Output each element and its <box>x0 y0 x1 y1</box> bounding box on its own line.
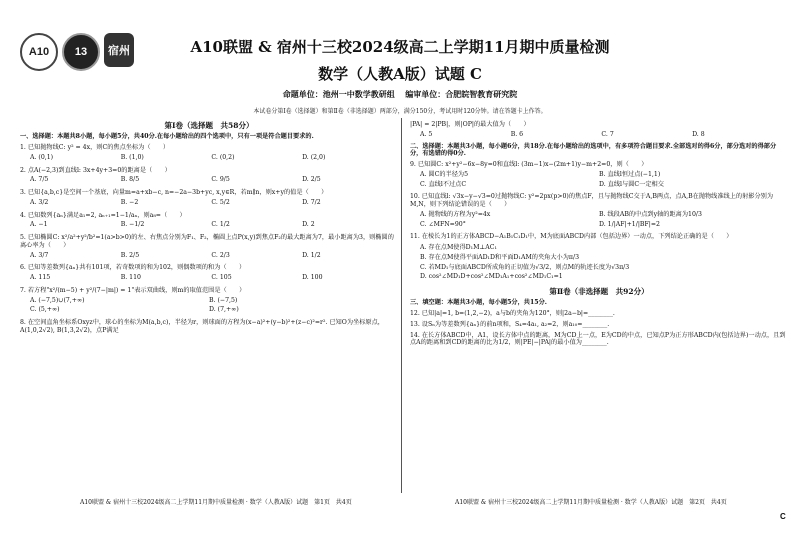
question-9: 9. 已知圆C: x²+y²−6x−8y=0和直线l: (3m−1)x−(2m+1)y−m+2=0，则（ ） <box>410 161 648 168</box>
option: B. 6 <box>510 130 524 138</box>
school-13-logo: 13 <box>62 33 100 71</box>
exam-subtitle: 数学（人教A版）试题 C <box>318 65 482 83</box>
option: B. −2 <box>120 198 139 206</box>
question-11: 11. 在棱长为1的正方体ABCD−A₁B₁C₁D₁中，M为底面ABCD内部（包括边界）一动点，下列结论正确的是（ ） <box>410 233 733 241</box>
option: D. (2,0) <box>302 153 326 161</box>
part-1-instructions: 一、选择题：本题共8小题，每小题5分，共40分.在每小题给出的四个选项中，只有一项是符合题目要求的. <box>20 133 314 141</box>
exam-notes: 本试卷分第Ⅰ卷（选择题）和第Ⅱ卷（非选择题）两部分，满分150分，考试用时120分钟。请在答题卡上作答。 <box>253 108 547 115</box>
options-9 <box>410 169 788 191</box>
option: A. 3/2 <box>30 198 49 206</box>
page-2-footer: A10联盟 & 宿州十三校2024级高二上学期11月期中质量检测 · 数学（人教A版）试题 第2页 共4页 <box>455 499 727 506</box>
option: B. 2/5 <box>120 251 140 259</box>
option: B. 8/5 <box>120 176 140 184</box>
page-1-footer: A10联盟 & 宿州十三校2024级高二上学期11月期中质量检测 · 数学（人教A版）试题 第1页 共4页 <box>80 499 352 506</box>
option: C. 9/5 <box>211 176 230 184</box>
option: A. 3/7 <box>30 251 49 259</box>
option: C. 直线l不过点C <box>420 180 467 188</box>
options-5 <box>20 250 398 262</box>
options-10 <box>410 209 788 231</box>
option: D. 100 <box>302 274 323 282</box>
options-6 <box>20 272 398 284</box>
option: D. (7,+∞) <box>209 306 239 314</box>
option: D. cos²∠MD₁D+cos²∠MD₁A₁+cos²∠MD₁C₁=1 <box>420 273 563 281</box>
column-divider <box>401 118 402 493</box>
options-3 <box>20 197 398 209</box>
option: C. 1/2 <box>211 221 230 229</box>
exam-title: A10联盟 & 宿州十三校2024级高二上学期11月期中质量检测 <box>190 38 610 56</box>
options-11 <box>410 241 788 284</box>
option: B. 110 <box>120 274 141 282</box>
option: D. 2/5 <box>302 176 321 184</box>
question-6: 6. 已知等差数列{aₙ}共有101项，若奇数项的和为102，则偶数项的和为（ ） <box>20 264 246 272</box>
option: A. 圆C的半径为5 <box>420 170 469 178</box>
question-14: 14. 在长方体ABCD中，A1，设长方体中点的距离，M为CD上一点，E为CD的中点，已知点P为正方形ABCD内(包括边界)一动点，且到点A的距离和到CD的距离的比为1/2，则|PE|−|PA|的最小值为________. <box>410 331 786 347</box>
option: D. 7/2 <box>302 198 321 206</box>
a10-alliance-logo: A10 <box>20 33 58 71</box>
question-7: 7. 若方程"x²/(m−5) + y²/(7−|m|) = 1"表示双曲线，则m的取值范围是（ ） <box>20 286 246 294</box>
question-13: 13. 设Sₙ为等差数列{aₙ}的前n项和，S₄=4a₁, a₂=2，则a₁₀=________. <box>410 320 610 328</box>
option: B. 直线l恒过点(−1,1) <box>599 170 661 178</box>
question-4: 4. 已知数列{aₙ}满足a₁=2, aₙ₊₁=1−1/aₙ，则a₈=（ ） <box>20 211 186 219</box>
option: D. 8 <box>692 130 705 138</box>
option: A. 7/5 <box>30 176 49 184</box>
option: A. 5 <box>420 130 433 138</box>
question-1: 1. 已知抛物线C: y² = 4x，则C的焦点坐标为（ ） <box>20 144 170 152</box>
editor-unit: 编审单位：合肥皖智教育研究院 <box>405 89 518 99</box>
question-10: 10. 已知直线l: √3x−y−√3=0过抛物线C: y²=2px(p>0)的焦点F，且与抛物线C交于A,B两点，点A,B在抛物线准线上的射影分别为M,N，则下列结论错误的是（ ） <box>410 193 774 208</box>
option: C. 7 <box>601 130 614 138</box>
part-3-instructions: 三、填空题：本题共3小题，每小题5分，共15分. <box>410 299 547 307</box>
options-8 <box>410 129 788 141</box>
option: A. (−7,5)∪(7,+∞) <box>30 296 85 304</box>
suzhou-logo: 宿州 <box>104 33 134 67</box>
option: C. (0,2) <box>211 153 235 161</box>
maker-unit: 命题单位：池州一中数学教研组 <box>282 89 395 99</box>
option: A. (0,1) <box>30 153 54 161</box>
right-column <box>410 118 788 347</box>
option: C. 5/2 <box>211 198 230 206</box>
question-2: 2. 点A(−2,3)到直线l: 3x+4y+3=0的距离是（ ） <box>20 166 171 174</box>
option: D. 直线l与圆C一定相交 <box>599 180 664 188</box>
option: D. 1/|AF|+1/|BF|=2 <box>599 220 660 228</box>
option: B. 存在点M使得平面AD₁D和平面D₁AM的夹角大小为π/3 <box>420 253 580 261</box>
version-mark: C <box>780 512 786 521</box>
option: B. (−7,5) <box>209 296 238 304</box>
left-column <box>20 118 398 335</box>
section-1-title: 第Ⅰ卷（选择题 共58分） <box>164 121 254 130</box>
part-2-instructions: 二、选择题：本题共3小题，每小题6分，共18分.在每小题给出的选项中，有多项符合题目要求.全部选对的得6分，部分选对的得部分分，有选错的得0分. <box>410 142 777 158</box>
option: B. (1,0) <box>120 153 144 161</box>
option: C. 若MD₁与底面ABCD所成角的正切值为√3/2，则点M的轨迹长度为√3π/3 <box>420 263 630 271</box>
option: D. 1/2 <box>302 251 321 259</box>
options-4 <box>20 219 398 231</box>
option: D. 2 <box>302 221 315 229</box>
option: A. −1 <box>30 221 48 229</box>
option: B. −1/2 <box>120 221 145 229</box>
option: A. 115 <box>30 274 51 282</box>
question-8: 8. 在空间直角坐标系Oxyz中，球心的坐标为M(a,b,c)，半径为r，则球面的方程为(x−a)²+(y−b)²+(z−c)²=r². 已知O为坐标原点，A(1,0,2√2), B(1,3,2√2)，点P满足 <box>20 319 384 334</box>
options-7 <box>20 295 398 317</box>
section-2-title: 第Ⅱ卷（非选择题 共92分） <box>549 287 649 296</box>
question-12: 12. 已知|a|=1, b=(1,2,−2)，a与b的夹角为120°，则|2a−b|=________. <box>410 310 615 318</box>
options-2 <box>20 174 398 186</box>
units-line <box>0 89 800 100</box>
option: C. 2/3 <box>211 251 230 259</box>
question-5: 5. 已知椭圆C: x²/a²+y²/b²=1(a>b>0)的左、右焦点分别为F₁、F₂，椭圆上点P(x,y)到焦点F₂的最大距离为7，最小距离为3，则椭圆的离心率为（ ） <box>20 234 394 249</box>
options-1 <box>20 152 398 164</box>
option: C. ∠MFN=90° <box>420 220 466 228</box>
question-3: 3. 已知{a,b,c}是空间一个基底，向量m=a+xb−c, n=−2a−3b+yc, x,y∈R，若m∥n，则x+y的值是（ ） <box>20 189 328 197</box>
option: B. 线段AB的中点到y轴的距离为10/3 <box>599 210 702 218</box>
option: C. (5,+∞) <box>30 306 60 314</box>
option: C. 105 <box>211 274 232 282</box>
question-8-continued: |PA| = 2|PB|，则|OP|的最大值为（ ） <box>410 121 530 128</box>
option: A. 存在点M使得D₁M⊥AC₁ <box>420 244 497 251</box>
option: A. 抛物线的方程为y²=4x <box>420 210 491 218</box>
